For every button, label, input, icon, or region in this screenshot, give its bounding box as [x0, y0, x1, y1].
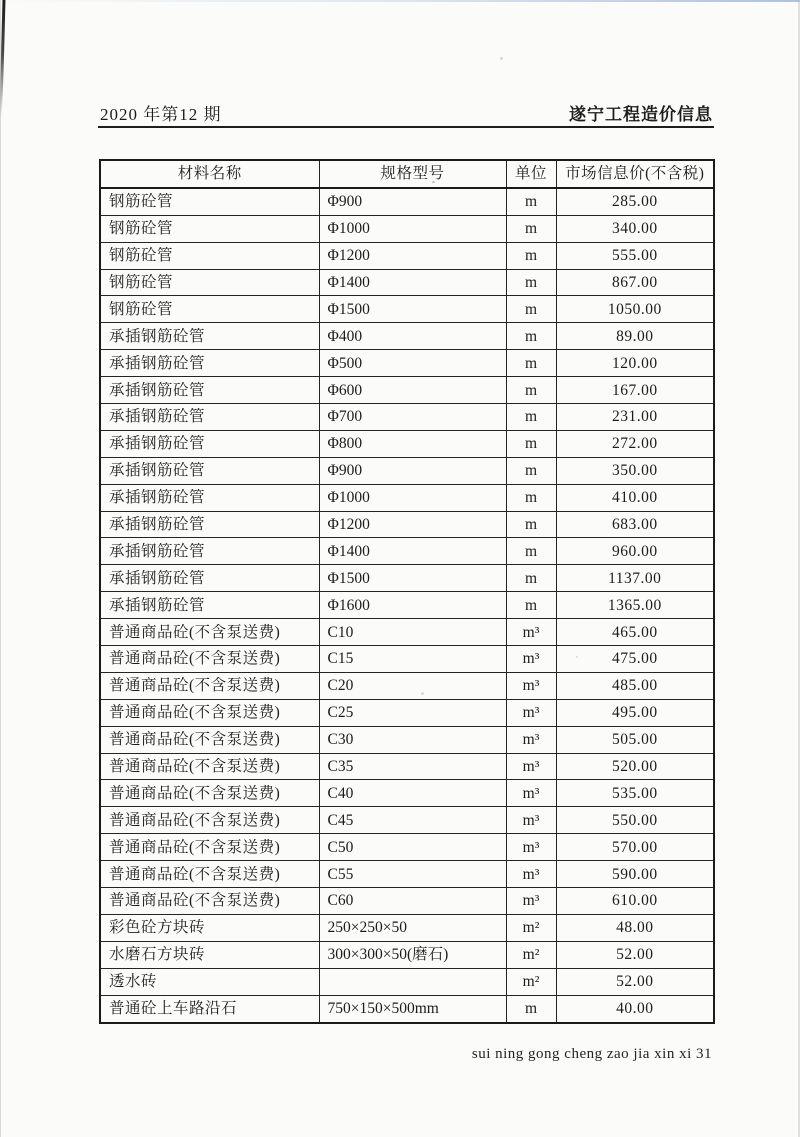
- table-header: [100, 160, 714, 188]
- scan-edge-top: [0, 0, 800, 2]
- cell-unit: m³: [506, 834, 556, 861]
- cell-name: 钢筋砼管: [100, 188, 319, 215]
- cell-unit: m: [506, 350, 556, 377]
- cell-price: 167.00: [556, 377, 714, 404]
- cell-price: 960.00: [556, 538, 714, 565]
- scan-edge-left: [0, 0, 1, 1137]
- cell-unit: m³: [506, 726, 556, 753]
- cell-name: 普通商品砼(不含泵送费): [100, 646, 319, 673]
- cell-spec: C50: [319, 834, 506, 861]
- cell-price: 1137.00: [556, 565, 714, 592]
- cell-price: 272.00: [556, 430, 714, 457]
- table-row: [100, 484, 714, 511]
- cell-name: 水磨石方块砖: [100, 941, 319, 968]
- cell-price: 1365.00: [556, 592, 714, 619]
- cell-unit: m: [506, 296, 556, 323]
- cell-price: 505.00: [556, 726, 714, 753]
- cell-unit: m²: [506, 914, 556, 941]
- cell-price: 48.00: [556, 914, 714, 941]
- cell-name: 承插钢筋砼管: [100, 430, 319, 457]
- cell-unit: m³: [506, 888, 556, 915]
- cell-name: 承插钢筋砼管: [100, 592, 319, 619]
- cell-unit: m: [506, 215, 556, 242]
- cell-spec: Φ400: [319, 323, 506, 350]
- cell-unit: m²: [506, 968, 556, 995]
- cell-spec: Φ1500: [319, 565, 506, 592]
- column-header-spec: 规格型号: [319, 160, 506, 188]
- cell-name: 钢筋砼管: [100, 269, 319, 296]
- cell-price: 40.00: [556, 995, 714, 1022]
- cell-unit: m: [506, 995, 556, 1022]
- cell-name: 钢筋砼管: [100, 296, 319, 323]
- cell-spec: 250×250×50: [319, 914, 506, 941]
- column-header-unit: 单位: [506, 160, 556, 188]
- table-row: [100, 511, 714, 538]
- cell-unit: m³: [506, 780, 556, 807]
- cell-name: 承插钢筋砼管: [100, 377, 319, 404]
- cell-price: 495.00: [556, 699, 714, 726]
- cell-name: 普通商品砼(不含泵送费): [100, 753, 319, 780]
- table-row: [100, 242, 714, 269]
- cell-name: 承插钢筋砼管: [100, 323, 319, 350]
- cell-spec: Φ1000: [319, 215, 506, 242]
- table-row: [100, 323, 714, 350]
- cell-spec: C20: [319, 672, 506, 699]
- cell-price: 475.00: [556, 646, 714, 673]
- column-header-price: 市场信息价(不含税): [556, 160, 714, 188]
- cell-spec: C10: [319, 619, 506, 646]
- cell-price: 52.00: [556, 968, 714, 995]
- cell-price: 120.00: [556, 350, 714, 377]
- table-row: [100, 807, 714, 834]
- cell-spec: 300×300×50(磨石): [319, 941, 506, 968]
- table-row: [100, 565, 714, 592]
- cell-spec: Φ1200: [319, 242, 506, 269]
- cell-unit: m³: [506, 646, 556, 673]
- cell-spec: Φ1000: [319, 484, 506, 511]
- cell-price: 520.00: [556, 753, 714, 780]
- table-row: [100, 914, 714, 941]
- cell-spec: Φ700: [319, 404, 506, 431]
- cell-unit: m: [506, 457, 556, 484]
- cell-name: 彩色砼方块砖: [100, 914, 319, 941]
- cell-name: 普通商品砼(不含泵送费): [100, 726, 319, 753]
- table-row: [100, 753, 714, 780]
- cell-spec: C15: [319, 646, 506, 673]
- cell-price: 555.00: [556, 242, 714, 269]
- cell-unit: m³: [506, 753, 556, 780]
- cell-spec: C60: [319, 888, 506, 915]
- cell-unit: m³: [506, 861, 556, 888]
- cell-price: 89.00: [556, 323, 714, 350]
- scan-speck: [500, 57, 503, 60]
- cell-price: 867.00: [556, 269, 714, 296]
- cell-unit: m: [506, 323, 556, 350]
- table-row: [100, 188, 714, 215]
- publication-title: 遂宁工程造价信息: [569, 105, 713, 124]
- column-header-material-name: 材料名称: [100, 160, 319, 188]
- page-header: [100, 100, 713, 125]
- cell-unit: m: [506, 511, 556, 538]
- cell-unit: m: [506, 484, 556, 511]
- cell-spec: Φ800: [319, 430, 506, 457]
- page-footer-pinyin: sui ning gong cheng zao jia xin xi 31: [471, 1046, 712, 1062]
- cell-spec: [319, 968, 506, 995]
- table-row: [100, 726, 714, 753]
- cell-price: 465.00: [556, 619, 714, 646]
- cell-unit: m: [506, 592, 556, 619]
- cell-price: 550.00: [556, 807, 714, 834]
- table-row: [100, 538, 714, 565]
- cell-price: 285.00: [556, 188, 714, 215]
- cell-spec: C55: [319, 861, 506, 888]
- cell-spec: Φ900: [319, 457, 506, 484]
- cell-spec: Φ1500: [319, 296, 506, 323]
- table-row: [100, 780, 714, 807]
- cell-price: 1050.00: [556, 296, 714, 323]
- cell-unit: m: [506, 188, 556, 215]
- cell-name: 承插钢筋砼管: [100, 511, 319, 538]
- table-row: [100, 404, 714, 431]
- table-row: [100, 215, 714, 242]
- cell-spec: Φ600: [319, 377, 506, 404]
- cell-spec: C25: [319, 699, 506, 726]
- cell-unit: m³: [506, 807, 556, 834]
- cell-spec: Φ900: [319, 188, 506, 215]
- cell-name: 普通商品砼(不含泵送费): [100, 888, 319, 915]
- cell-spec: C45: [319, 807, 506, 834]
- cell-spec: Φ1600: [319, 592, 506, 619]
- cell-price: 590.00: [556, 861, 714, 888]
- cell-name: 钢筋砼管: [100, 215, 319, 242]
- table-row: [100, 457, 714, 484]
- cell-name: 钢筋砼管: [100, 242, 319, 269]
- table-row: [100, 672, 714, 699]
- cell-name: 普通商品砼(不含泵送费): [100, 861, 319, 888]
- cell-name: 普通商品砼(不含泵送费): [100, 834, 319, 861]
- cell-name: 承插钢筋砼管: [100, 350, 319, 377]
- table-row: [100, 296, 714, 323]
- cell-name: 普通砼上车路沿石: [100, 995, 319, 1022]
- cell-unit: m: [506, 269, 556, 296]
- cell-unit: m³: [506, 672, 556, 699]
- cell-unit: m: [506, 430, 556, 457]
- cell-spec: C35: [319, 753, 506, 780]
- cell-price: 535.00: [556, 780, 714, 807]
- cell-name: 普通商品砼(不含泵送费): [100, 699, 319, 726]
- cell-unit: m: [506, 377, 556, 404]
- cell-unit: m: [506, 242, 556, 269]
- issue-label: 2020 年第12 期: [100, 105, 222, 124]
- cell-unit: m: [506, 565, 556, 592]
- cell-name: 普通商品砼(不含泵送费): [100, 807, 319, 834]
- table-row: [100, 861, 714, 888]
- table-row: [100, 888, 714, 915]
- table-row: [100, 592, 714, 619]
- cell-price: 683.00: [556, 511, 714, 538]
- cell-price: 231.00: [556, 404, 714, 431]
- cell-unit: m³: [506, 699, 556, 726]
- table-row: [100, 377, 714, 404]
- table-row: [100, 350, 714, 377]
- cell-price: 350.00: [556, 457, 714, 484]
- header-rule: [98, 126, 714, 128]
- cell-unit: m³: [506, 619, 556, 646]
- cell-spec: Φ1400: [319, 538, 506, 565]
- table-row: [100, 619, 714, 646]
- table-row: [100, 995, 714, 1022]
- cell-name: 承插钢筋砼管: [100, 565, 319, 592]
- cell-name: 普通商品砼(不含泵送费): [100, 619, 319, 646]
- table-row: [100, 834, 714, 861]
- cell-spec: C40: [319, 780, 506, 807]
- cell-price: 340.00: [556, 215, 714, 242]
- cell-name: 承插钢筋砼管: [100, 404, 319, 431]
- cell-name: 普通商品砼(不含泵送费): [100, 780, 319, 807]
- cell-name: 承插钢筋砼管: [100, 538, 319, 565]
- table-row: [100, 968, 714, 995]
- table-body: [100, 188, 714, 1023]
- cell-price: 570.00: [556, 834, 714, 861]
- cell-unit: m: [506, 404, 556, 431]
- cell-spec: Φ1400: [319, 269, 506, 296]
- cell-spec: 750×150×500mm: [319, 995, 506, 1022]
- cell-price: 485.00: [556, 672, 714, 699]
- cell-spec: C30: [319, 726, 506, 753]
- cell-name: 承插钢筋砼管: [100, 457, 319, 484]
- table-row: [100, 699, 714, 726]
- cell-price: 610.00: [556, 888, 714, 915]
- cell-unit: m²: [506, 941, 556, 968]
- table-row: [100, 269, 714, 296]
- cell-spec: Φ500: [319, 350, 506, 377]
- cell-name: 承插钢筋砼管: [100, 484, 319, 511]
- cell-spec: Φ1200: [319, 511, 506, 538]
- cell-price: 410.00: [556, 484, 714, 511]
- table-row: [100, 430, 714, 457]
- table-header-row: [100, 160, 714, 188]
- table-row: [100, 941, 714, 968]
- material-price-table: [99, 159, 715, 1024]
- cell-name: 透水砖: [100, 968, 319, 995]
- cell-unit: m: [506, 538, 556, 565]
- table-row: [100, 646, 714, 673]
- cell-price: 52.00: [556, 941, 714, 968]
- cell-name: 普通商品砼(不含泵送费): [100, 672, 319, 699]
